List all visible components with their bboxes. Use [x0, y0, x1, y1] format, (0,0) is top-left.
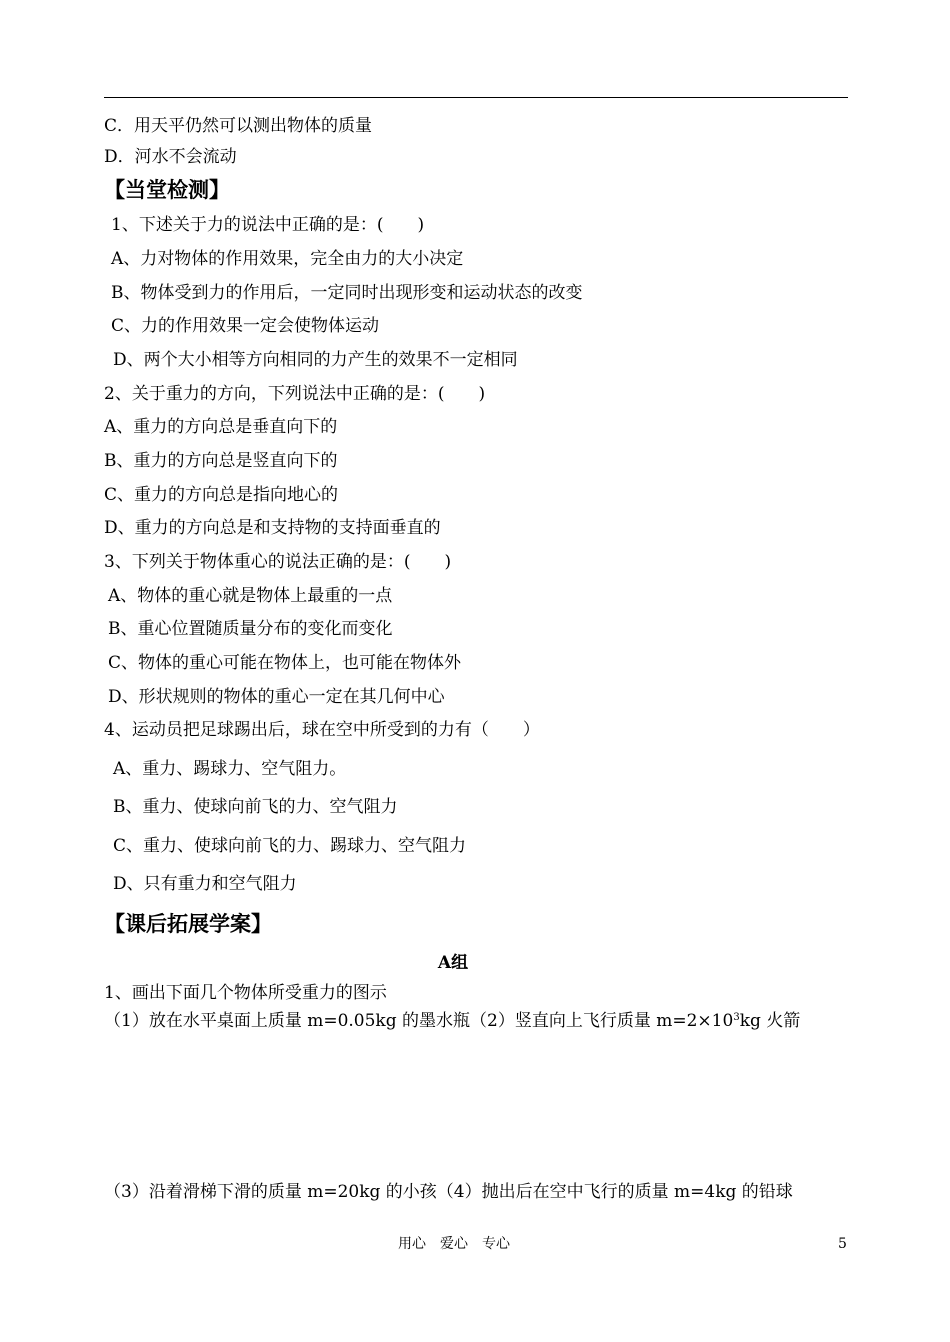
question-4-option-a: A、重力、踢球力、空气阻力。 [113, 759, 347, 779]
line-1-unit: kg 火箭 [739, 1011, 801, 1031]
question-1-option-c: C、力的作用效果一定会使物体运动 [111, 316, 380, 336]
question-3-stem: 3、下列关于物体重心的说法正确的是：( ) [104, 552, 452, 572]
question-4-option-c: C、重力、使球向前飞的力、踢球力、空气阻力 [113, 836, 467, 856]
extend-question-1-stem: 1、画出下面几个物体所受重力的图示 [104, 983, 387, 1003]
question-1-option-b: B、物体受到力的作用后，一定同时出现形变和运动状态的改变 [111, 283, 583, 303]
exponent: 3 [733, 1012, 740, 1023]
question-4-stem: 4、运动员把足球踢出后，球在空中所受到的力有（ ） [104, 720, 540, 740]
question-4-option-d: D、只有重力和空气阻力 [113, 874, 297, 894]
question-3-option-c: C、物体的重心可能在物体上，也可能在物体外 [108, 653, 462, 673]
question-3-option-b: B、重心位置随质量分布的变化而变化 [108, 619, 393, 639]
question-2-stem: 2、关于重力的方向，下列说法中正确的是：( ) [104, 384, 486, 404]
line-1-text: （1）放在水平桌面上质量 m=0.05kg 的墨水瓶（2）竖直向上飞行质量 m=2×10 [104, 1011, 734, 1031]
group-label: A组 [437, 953, 469, 973]
question-3-option-a: A、物体的重心就是物体上最重的一点 [108, 586, 393, 606]
option-d-top: D．河水不会流动 [104, 147, 237, 167]
question-1-option-a: A、力对物体的作用效果，完全由力的大小决定 [111, 249, 464, 269]
page-number: 5 [838, 1236, 847, 1252]
extend-question-1-line-1 [104, 1010, 800, 1032]
question-3-option-d: D、形状规则的物体的重心一定在其几何中心 [108, 687, 445, 707]
question-1-stem: 1、下述关于力的说法中正确的是：( ) [111, 215, 425, 235]
section-heading-extend: 【课后拓展学案】 [104, 911, 272, 936]
question-2-option-d: D、重力的方向总是和支持物的支持面垂直的 [104, 518, 441, 538]
extend-question-1-line-2: （3）沿着滑梯下滑的质量 m=20kg 的小孩（4）抛出后在空中飞行的质量 m=4kg 的铅球 [104, 1182, 793, 1202]
question-2-option-b: B、重力的方向总是竖直向下的 [104, 451, 338, 471]
option-c-top: C．用天平仍然可以测出物体的质量 [104, 116, 373, 136]
footer-motto: 用心 爱心 专心 [398, 1236, 510, 1252]
question-1-option-d: D、两个大小相等方向相同的力产生的效果不一定相同 [113, 350, 518, 370]
question-2-option-a: A、重力的方向总是垂直向下的 [104, 417, 338, 437]
question-2-option-c: C、重力的方向总是指向地心的 [104, 485, 339, 505]
question-4-option-b: B、重力、使球向前飞的力、空气阻力 [113, 797, 398, 817]
header-rule [104, 97, 848, 98]
section-heading-check: 【当堂检测】 [104, 177, 230, 202]
